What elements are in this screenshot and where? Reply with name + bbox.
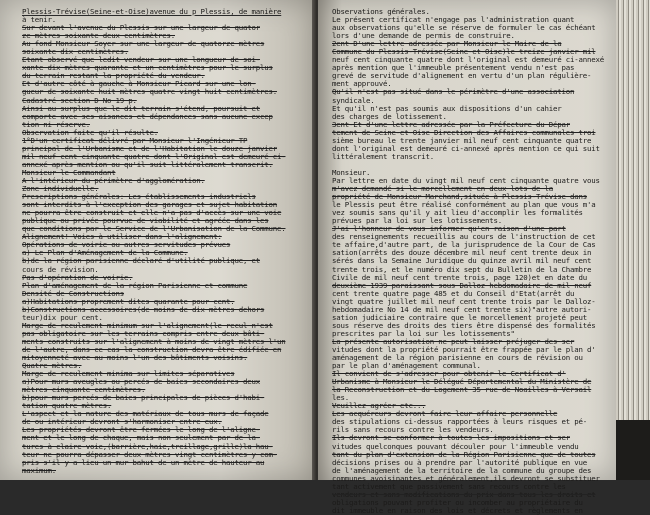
text-line: soixante dix centimètres. (22, 47, 129, 57)
text-line: tion ni réserve. (22, 119, 90, 129)
text-line: J'ai l'honneur de vous informer qu'en raison d'une part (332, 224, 566, 234)
text-line: ne pourra être construit et elle n'a pas d'accès sur une voie (22, 208, 282, 218)
text-line: cent trente quatre page 485 et du Conseil d'Etat(arrêt du (332, 288, 575, 298)
text-line: Ils devront se conformer à toutes les impositions et ser (332, 433, 570, 443)
text-line: vitudes quelconques pouvant découler pour l'immeuble vendu (332, 441, 579, 451)
text-line: des charges de lotissement. (332, 111, 447, 121)
text-line: sont interdits à l'exception des garages et sujet habitation (22, 200, 277, 210)
text-line: des renseignements recueillis au cours de l'instruction de cet (332, 232, 596, 242)
text-line: b)Constructions accessoires(de moins de dix mètres dehors (22, 304, 265, 314)
text-line: la Reconstruction et du Logement 35 rue de Noailles à Versail (332, 385, 592, 395)
text-line: Commune du Plessis-Trévise(Seine-et-Oise)le treize janvier mil (332, 47, 596, 57)
text-line: tant du plan d'extension de la Région Parisienne que de toutes (332, 449, 596, 459)
text-line: dit immeuble en raison des lois et décrets et règlements en (332, 505, 583, 515)
text-line: Pas d'opération de voirie. (22, 272, 133, 282)
left-page (0, 0, 316, 480)
text-line: vingt quatre juillet mil neuf cent trente trois par le Dalloz- (332, 296, 596, 306)
background-corner (616, 420, 650, 480)
text-line: L'aspect et la nature des matériaux de tous murs de façade (22, 409, 269, 419)
text-line: Monsieur. (332, 167, 371, 177)
text-line: xante dix mètres quarante et un centimètres pour le surplus (22, 63, 273, 73)
text-line: te affaire,d'autre part, de la jurisprudence de la Cour de Cas (332, 240, 596, 250)
text-line: ments construits sur l'alignement à moins de vingt mètres l'un (22, 336, 286, 346)
text-line: Plan d'aménagement de la région Parisienne et commune (22, 280, 248, 290)
text-line: Etant observé que ledit vendeur sur une longueur de soi- (22, 55, 260, 65)
text-line: mil neuf cent cinquante quatre dont l'Original est demeuré ci- (22, 151, 286, 161)
page-edges (616, 0, 650, 480)
text-line: teur ne pourra dépasser deux mètres vingt centimètres y com- (22, 449, 277, 459)
text-line: teur)dix pour cent. (22, 312, 103, 322)
text-line: m'avez demandé si le morcellement en deux lots de la (332, 184, 553, 194)
text-line: b)de la région parisienne déclaré d'utilité publique, et (22, 256, 260, 266)
text-line: de l'autre, dans ce cas la construction devra être édifiée en (22, 344, 282, 354)
text-line: Urbanisme à Monsieur le Délégué Départemental du Ministère de (332, 377, 592, 387)
text-line: a)Habitations proprement dites quarante pour cent. (22, 296, 235, 306)
text-line: publique ou privée pourvue de viabilité et agréée dans les (22, 216, 269, 226)
text-line: Opérations de voirie ou autres servitudes prévues (22, 240, 231, 250)
text-line: ze mètres soixante deux centimètres. (22, 31, 175, 41)
left-page-text (0, 8, 316, 475)
text-line: rils sans recours contre les vendeurs. (332, 425, 494, 435)
text-line: Zone individuelle. (22, 184, 99, 194)
text-line: syndicale. (332, 95, 375, 105)
text-line: Et d'autre côté à gauche à Monsieur Picard sur une lon- (22, 79, 256, 89)
text-line: Et qu'il n'est pas soumis aux dispositions d'un cahier (332, 103, 562, 113)
text-line: ment approuvé. (332, 79, 392, 89)
text-line: vendeurs et sans modifications du prix dans tous les droits et (332, 489, 596, 499)
text-line: par le plan d'aménagement communal. (332, 361, 481, 371)
text-line: à tenir. (22, 15, 56, 25)
text-line: après mention que l'immeuble présentement vendu n'est pas (332, 63, 575, 73)
text-line: Veuillez agréer etc... (332, 401, 426, 411)
right-page-text (318, 8, 616, 515)
text-line: cours de révision. (22, 264, 99, 274)
right-page (318, 0, 616, 515)
text-line: neuf cent cinquante quatre dont l'original est demeuré ci-annexé (332, 55, 604, 65)
text-line: maximum. (22, 465, 56, 475)
text-line: lors d'une demande de permis de construire. (332, 31, 515, 41)
text-line: tant activement que passivement sans recours contre les (332, 481, 566, 491)
text-line: pas obligatoire sur les terrains compris entre deux bâti- (22, 328, 265, 338)
text-line (332, 161, 610, 169)
text-line: Monsieur le Commandant (22, 167, 116, 177)
text-line: tement de Seine-et-Oise Direction des Affaires communales troi (332, 127, 596, 137)
text-line: Sur devant l'avenue du Plessis sur une largeur de quator (22, 23, 260, 33)
text-line: dont l'original est demeuré ci-annexé après mention ce qui suit (332, 143, 600, 153)
text-line: aménagement de la région parisienne en cours de révision ou (332, 353, 583, 363)
text-line: mètres cinquante centimètres. (22, 385, 146, 395)
text-line: Par lettre en date du vingt mil neuf cent cinquante quatre vous (332, 175, 600, 185)
text-line: prescrites par la loi sur les lotissements" (332, 328, 515, 338)
text-line: décisions prises ou à prendre par l'autorité publique en vue (332, 457, 587, 467)
text-line: principal de l'Urbanisme et de l'Habitation le douze janvier (22, 143, 277, 153)
text-line: gueur de soixante huit mètres quatre vingt huit centimètres. (22, 87, 277, 97)
text-line: des stipulations ci-dessus rapportées à leurs risques et pé- (332, 417, 587, 427)
text-line: Ainsi au surplus que le dit terrain s'étend, poursuit et (22, 103, 260, 113)
text-line: Le présent certificat n'engage pas l'administration quant (332, 15, 575, 25)
text-line: a) Le Plan d'Aménagement de la Commune. (22, 248, 188, 258)
text-line: deuxième 1939 paraissant sous Dalloz hebdomadaire de mil neuf (332, 280, 592, 290)
text-line: Qu'il n'est pas situé dans le périmètre d'une association (332, 87, 575, 97)
text-line: Civile de mil neuf cent trente trois, page 120)et en date du (332, 272, 587, 282)
text-line: annexé après mention ou qu'il suit littéralement transcrit. (22, 159, 273, 169)
text-line: de ou intérieur devront s'harmoniser entre eux. (22, 417, 222, 427)
text-line: 3ent-Et d'une lettre adressée par la Préfecture du Dépar (332, 119, 570, 129)
text-line: Au fond Monsieur Soyer sur une largeur de quatorze mètres (22, 39, 265, 49)
text-line: hebdomadaire No 14 de mil neuf cent trente six)"autre autori- (332, 304, 592, 314)
text-line: sérés dans la Semaine Juridique du quinze avril mil neuf cent (332, 256, 592, 266)
text-line: prévues par la loi sur les lotissements. (332, 216, 502, 226)
text-line: Il convient de s'adresser pour obtenir le Certificat d' (332, 369, 566, 379)
text-line: Marge de reculement minima sur limites séparatives (22, 369, 235, 379)
text-line: mitoyenneté avec au moins l'un des bâtiments voisins. (22, 353, 248, 363)
text-line: les. (332, 393, 349, 403)
text-line: Quatre mètres. (22, 361, 82, 371)
text-line: ment et le long de chaque, mais non seulement par de la- (22, 433, 260, 443)
text-line: vez soumis sans qu'il y ait lieu d'accomplir les formalités (332, 208, 583, 218)
text-line: Observations générales. (332, 7, 430, 16)
text-line: Les propriétés devront être fermées le long de l'aligne- (22, 425, 260, 435)
text-line: aux observations qu'elle se réserve de formuler le cas échéant (332, 23, 596, 33)
text-line: trente trois, et le numéro dix sept du Bulletin de la Chambre (332, 264, 592, 274)
text-line: de l'aménagement de la territoire de la commune du groupe des (332, 465, 592, 475)
text-line: du terrain restant la propriété du vendeur. (22, 71, 205, 81)
text-line: 1°D'un certificat délivré par Monsieur l'Ingénieur TP (22, 135, 248, 145)
text-line: pris s'il y a lieu un mur bahut de un mètre de hauteur au (22, 457, 265, 467)
text-line: comporte avec ses aisances et dépendances sans aucune excep (22, 111, 273, 121)
text-line: b)pour murs percés de baies principales de pièces d'habi- (22, 393, 265, 403)
text-line: vitudes dont la propriété pourrait être frappée par le plan d' (332, 344, 596, 354)
text-line: A l'intérieur du périmètre d'agglomération. (22, 175, 205, 185)
text-line: communes avoisinantes et généralement,ils devront se substituer (332, 473, 600, 483)
text-line: Alignement! Voies à utiliser dans l'alignement: (22, 232, 222, 242)
text-line: Les acquéreurs devront faire leur affaire personnelle (332, 409, 558, 419)
text-line: Observation faite qu'il résulte. (22, 127, 158, 137)
text-line: tures à claire-voie,(barrière,haie,treillage,grille)la hau- (22, 441, 273, 451)
text-line: sation(arrêts des douze décembre mil neuf cent trente deux in (332, 248, 592, 258)
text-line: 2ent-D'une lettre adressée par Monsieur le Maire de la (332, 39, 562, 49)
text-line: a)Pour murs aveugles ou percés de baies secondaires deux (22, 377, 260, 387)
text-line: Prescriptions générales: Les établissements industriels (22, 192, 256, 202)
text-line: Densité de Constructions (22, 288, 124, 298)
text-line: sous réserve des droits des tiers être dispensé des formalités (332, 320, 596, 330)
text-line: obligations pouvant profiter ou incomber au propriétaire du (332, 497, 583, 507)
text-line: grevé de servitude d'alignement en vertu d'un plan régulière- (332, 71, 592, 81)
text-line: littéralement transcrit. (332, 151, 434, 161)
text-line: Marge de reculement minimum sur l'alignement(le recul n'est (22, 320, 273, 330)
text-line: tation quatre mètres. (22, 401, 112, 411)
text-line: sième bureau le trente janvier mil neuf cent cinquante quatre (332, 135, 592, 145)
text-line: La présente autorisation ne peut laisser préjuger des ser (332, 336, 575, 346)
text-line: que conditions par le Service de l'Urbanisation de la Commune. (22, 224, 286, 234)
text-line: Plessis-Trévise(Seine-et-Oise)avenue du p Plessis, de manière (22, 7, 282, 16)
text-line: Cadastré section D No 19 p. (22, 95, 137, 105)
text-line: sation judiciaire contraire que le morcellement projeté peut (332, 312, 587, 322)
text-line: le Plessis peut être réalisé conformément au plan que vous m'a (332, 200, 596, 210)
text-line: propriété de Monsieur Marchand,située à Plessis-Trévise dans (332, 192, 587, 202)
